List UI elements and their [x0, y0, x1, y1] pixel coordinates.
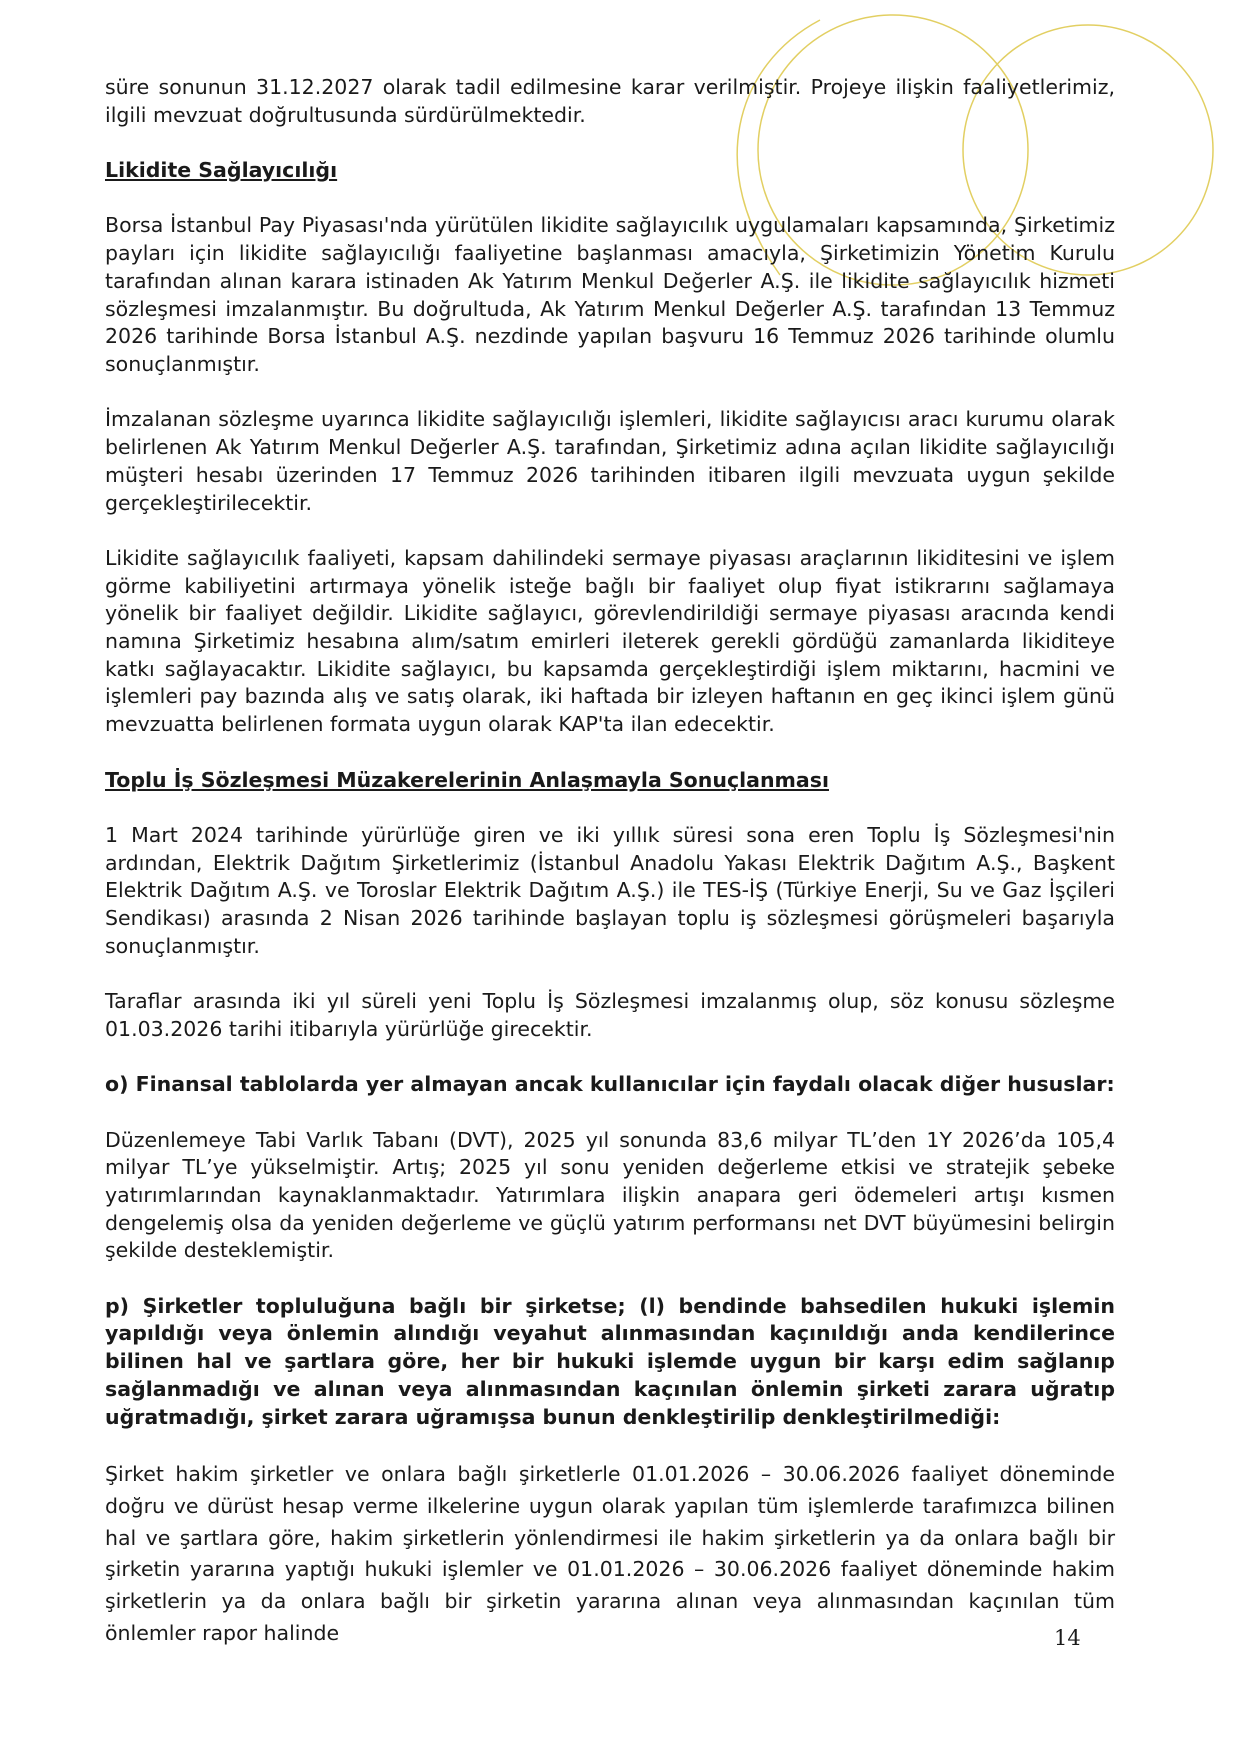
liquidity-paragraph-2: İmzalanan sözleşme uyarınca likidite sağlayıcılığı işlemleri, likidite sağlayıcısı aracı kurumu olarak belirlenen Ak Yatırım Menkul Değerler A.Ş. tarafından, Şirketimiz adına açılan likidite sağlayıcılığı müşteri hesabı üzerinden 17 Temmuz 2026 tarihinden itibaren ilgili mevzuata uygun şekilde gerçekleştirilecektir. [105, 407, 1115, 515]
section-heading-o: o) Finansal tablolarda yer almayan ancak kullanıcılar için faydalı olacak diğer hususlar: [105, 1072, 1115, 1097]
document-body [105, 74, 1115, 1650]
section-heading-collective-agreement: Toplu İş Sözleşmesi Müzakerelerinin Anlaşmayla Sonuçlanması [105, 767, 829, 792]
section-o-paragraph: Düzenlemeye Tabi Varlık Tabanı (DVT), 2025 yıl sonunda 83,6 milyar TL’den 1Y 2026’da 105,4 milyar TL’ye yükselmiştir. Artış; 2025 yıl sonu yeniden değerleme etkisi ve stratejik şebeke yatırımlarından kaynaklanmaktadır. Yatırımlara ilişkin anapara geri ödemeleri artışı kısmen dengelemiş olsa da yeniden değerleme ve güçlü yatırım performansı net DVT büyümesini belirgin şekilde desteklemiştir. [105, 1127, 1115, 1263]
continuation-paragraph: süre sonunun 31.12.2027 olarak tadil edilmesine karar verilmiştir. Projeye ilişkin faaliyetlerimiz, ilgili mevzuat doğrultusunda sürdürülmektedir. [105, 75, 1115, 127]
page-number: 14 [1054, 1626, 1081, 1650]
section-heading-p: p) Şirketler topluluğuna bağlı bir şirketse; (l) bendinde bahsedilen hukuki işlemin yapıldığı veya önlemin alındığı veyahut alınmasından kaçınıldığı anda kendilerince bilinen hal ve şartlara göre, her bir hukuki işlemde uygun bir karşı edim sağlanıp sağlanmadığı ve alınan veya alınmasından kaçınılan önlemin şirketi zarara uğratıp uğratmadığı, şirket zarara uğramışsa bunun denkleştirilip denkleştirilmediği: [105, 1293, 1115, 1429]
liquidity-paragraph-3: Likidite sağlayıcılık faaliyeti, kapsam dahilindeki sermaye piyasası araçlarının likiditesini ve işlem görme kabiliyetini artırmaya yönelik isteğe bağlı bir faaliyet olup fiyat istikrarını sağlamaya yönelik bir faaliyet değildir. Likidite sağlayıcı, görevlendirildiği sermaye piyasası aracında kendi namına Şirketimiz hesabına alım/satım emirleri ileterek gerekli gördüğü zamanlarda likiditeye katkı sağlayacaktır. Likidite sağlayıcı, bu kapsamda gerçekleştirdiği işlem miktarını, hacmini ve işlemleri pay bazında alış ve satış olarak, iki haftada bir izleyen haftanın en geç ikinci işlem günü mevzuatta belirlenen formata uygun olarak KAP'ta ilan edecektir. [105, 545, 1115, 737]
collective-agreement-paragraph-1: 1 Mart 2024 tarihinde yürürlüğe giren ve iki yıllık süresi sona eren Toplu İş Sözleşmesi'nin ardından, Elektrik Dağıtım Şirketlerimiz (İstanbul Anadolu Yakası Elektrik Dağıtım A.Ş., Başkent Elektrik Dağıtım A.Ş. ve Toroslar Elektrik Dağıtım A.Ş.) ile TES-İŞ (Türkiye Enerji, Su ve Gaz İşçileri Sendikası) arasında 2 Nisan 2026 tarihinde başlayan toplu iş sözleşmesi görüşmeleri başarıyla sonuçlanmıştır. [105, 822, 1115, 958]
liquidity-paragraph-1: Borsa İstanbul Pay Piyasası'nda yürütülen likidite sağlayıcılık uygulamaları kapsamında, Şirketimiz payları için likidite sağlayıcılığı faaliyetine başlanması amacıyla, Şirketimizin Yönetim Kurulu tarafından alınan karara istinaden Ak Yatırım Menkul Değerler A.Ş. ile likidite sağlayıcılık hizmeti sözleşmesi imzalanmıştır. Bu doğrultuda, Ak Yatırım Menkul Değerler A.Ş. tarafından 13 Temmuz 2026 tarihinde Borsa İstanbul A.Ş. nezdinde yapılan başvuru 16 Temmuz 2026 tarihinde olumlu sonuçlanmıştır. [105, 213, 1115, 376]
section-heading-liquidity: Likidite Sağlayıcılığı [105, 158, 338, 183]
section-p-paragraph: Şirket hakim şirketler ve onlara bağlı şirketlerle 01.01.2026 – 30.06.2026 faaliyet döneminde doğru ve dürüst hesap verme ilkelerine uygun olarak yapılan tüm işlemlerde tarafımızca bilinen hal ve şartlara göre, hakim şirketlerin yönlendirmesi ile hakim şirketlerin ya da onlara bağlı bir şirketin yararına yaptığı hukuki işlemler ve 01.01.2026 – 30.06.2026 faaliyet döneminde hakim şirketlerin ya da onlara bağlı bir şirketin yararına alınan veya alınmasından kaçınılan tüm önlemler rapor halinde [105, 1461, 1115, 1645]
collective-agreement-paragraph-2: Taraflar arasında iki yıl süreli yeni Toplu İş Sözleşmesi imzalanmış olup, söz konusu sözleşme 01.03.2026 tarihi itibarıyla yürürlüğe girecektir. [105, 989, 1115, 1041]
